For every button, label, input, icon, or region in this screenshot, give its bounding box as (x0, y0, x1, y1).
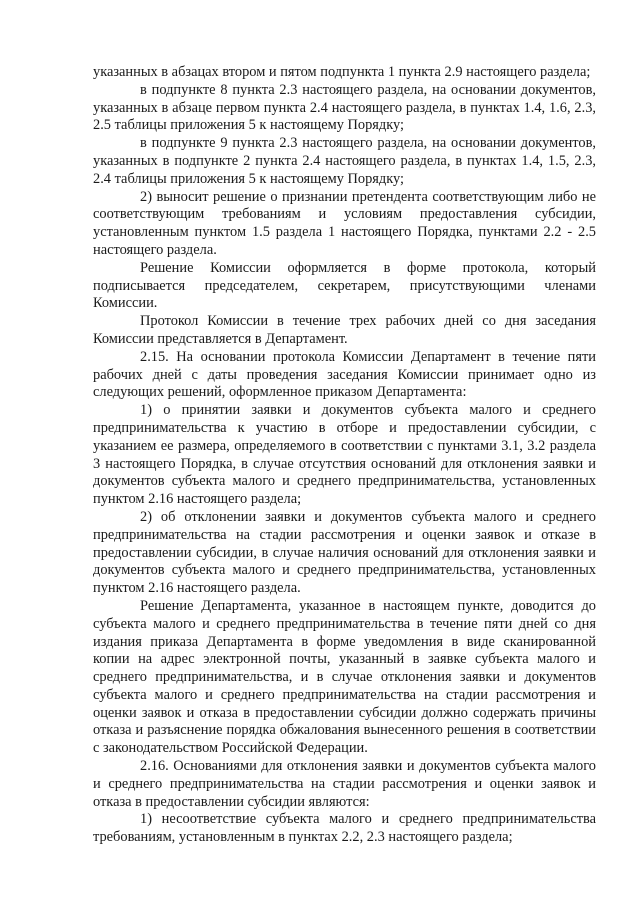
paragraph-subitem-8: в подпункте 8 пункта 2.3 настоящего раздела, на основании документов, указанных в абзаце первом пункта 2.4 настоящего раздела, в пунктах 1.4, 1.6, 2.3, 2.5 таблицы приложения 5 к настоящему Порядку; (93, 81, 596, 134)
paragraph-decision-2: 2) выносит решение о признании претендента соответствующим либо не соответствующим требованиям и условиям предоставления субсидии, установленным пунктом 1.5 раздела 1 настоящего Порядка, пунктами 2.2 - 2.5 настоящего раздела. (93, 188, 596, 258)
paragraph-clause-2-16-item-1: 1) несоответствие субъекта малого и среднего предпринимательства требованиям, установленным в пунктах 2.2, 2.3 настоящего раздела; (93, 811, 596, 846)
paragraph-subsection-1-continuation: указанных в абзацах втором и пятом подпункта 1 пункта 2.9 настоящего раздела; (93, 64, 591, 80)
document-page (93, 64, 596, 847)
paragraph-commission-protocol: Протокол Комиссии в течение трех рабочих дней со дня заседания Комиссии представляется в Департамент. (93, 313, 596, 347)
paragraph-commission-decision: Решение Комиссии оформляется в форме протокола, который подписывается председателем, секретарем, присутствующими членами Комиссии. (93, 259, 596, 312)
paragraph-department-decision: Решение Департамента, указанное в настоящем пункте, доводится до субъекта малого и среднего предпринимательства в течение пяти дней со дня издания приказа Департамента в форме уведомления в виде сканированной копии на адрес электронной почты, указанный в заявке субъекта малого и среднего предпринимательства, и в случае отклонения заявки и документов субъекта малого и среднего предпринимательства на стадии рассмотрения и оценки заявок и отказа в предоставлении субсидии должно содержать причины отказа и разъяснение порядка обжалования вынесенного решения в соответствии с законодательством Российской Федерации. (93, 597, 596, 757)
paragraph-clause-2-15-item-1: 1) о принятии заявки и документов субъекта малого и среднего предпринимательства к участию в отборе и предоставлении субсидии, с указанием ее размера, определяемого в соответствии с пунктами 3.1, 3.2 раздела 3 настоящего Порядка, в случае отсутствия оснований для отклонения заявки и документов субъекта малого и среднего предпринимательства, установленных пунктом 2.16 настоящего раздела; (93, 402, 596, 508)
paragraph-clause-2-16: 2.16. Основаниями для отклонения заявки и документов субъекта малого и среднего предпринимательства на стадии рассмотрения и оценки заявок и отказа в предоставлении субсидии являются: (93, 758, 596, 810)
paragraph-clause-2-15: 2.15. На основании протокола Комиссии Департамент в течение пяти рабочих дней с даты проведения заседания Комиссии принимает одно из следующих решений, оформленное приказом Департамента: (93, 348, 596, 401)
paragraph-clause-2-15-item-2: 2) об отклонении заявки и документов субъекта малого и среднего предпринимательства на стадии рассмотрения и оценки заявок и отказе в предоставлении субсидии, в случае наличия оснований для отклонения заявки и документов субъекта малого и среднего предпринимательства, установленных пунктом 2.16 настоящего раздела. (93, 508, 596, 597)
paragraph-subitem-9: в подпункте 9 пункта 2.3 настоящего раздела, на основании документов, указанных в подпункте 2 пункта 2.4 настоящего раздела, в пунктах 1.4, 1.5, 2.3, 2.4 таблицы приложения 5 к настоящему Порядку; (93, 135, 596, 187)
